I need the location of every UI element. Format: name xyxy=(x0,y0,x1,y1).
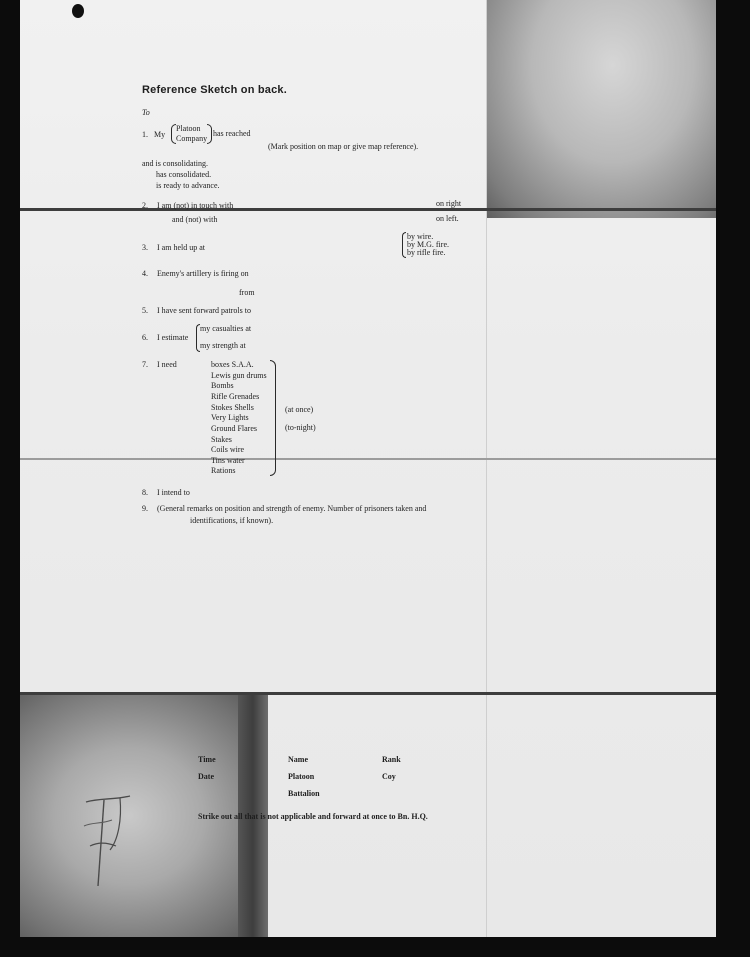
handwritten-initials xyxy=(82,790,142,890)
item2-left: on left. xyxy=(436,214,459,223)
punch-hole xyxy=(72,4,84,18)
footer-rank: Rank xyxy=(382,755,401,764)
form-sheet xyxy=(20,0,716,937)
fold-line-upper xyxy=(20,208,716,211)
item1-reached: has reached xyxy=(213,129,251,138)
item1-my: My xyxy=(154,130,166,139)
need-item: Rations xyxy=(211,466,236,475)
fold-line-middle xyxy=(20,458,716,460)
need-item: boxes S.A.A. xyxy=(211,360,254,369)
item1-mark-position: (Mark position on map or give map reference). xyxy=(268,142,419,151)
vertical-fold-line xyxy=(486,0,487,937)
item3-wire: by wire. xyxy=(407,232,434,241)
item6-estimate: I estimate xyxy=(157,333,189,342)
item7-need: I need xyxy=(157,360,177,369)
footer-coy: Coy xyxy=(382,772,396,781)
item2-touch: I am (not) in touch with xyxy=(157,201,234,210)
item1-consolidating: and is consolidating. xyxy=(142,159,208,168)
item7-at-once: (at once) xyxy=(285,405,314,414)
need-item: Stokes Shells xyxy=(211,403,254,412)
item4-from: from xyxy=(239,288,255,297)
item2-right: on right xyxy=(436,199,462,208)
item5-number: 5. xyxy=(142,306,148,315)
item9-remarks-line2: identifications, if known). xyxy=(190,516,274,525)
item1-platoon: Platoon xyxy=(176,124,201,133)
footer-instruction: Strike out all that is not applicable and forward at once to Bn. H.Q. xyxy=(198,812,428,821)
item1-ready: is ready to advance. xyxy=(156,181,220,190)
item2-number: 2. xyxy=(142,201,148,210)
item3-mg-fire: by M.G. fire. xyxy=(407,240,449,249)
item4-artillery: Enemy's artillery is firing on xyxy=(157,269,249,278)
fold-line-lower xyxy=(20,692,716,695)
item6-casualties: my casualties at xyxy=(200,324,252,333)
item6-strength: my strength at xyxy=(200,341,246,350)
to-label: To xyxy=(142,108,150,117)
item6-number: 6. xyxy=(142,333,148,342)
form-heading: Reference Sketch on back. xyxy=(142,84,288,96)
item7-brace xyxy=(270,360,276,476)
footer-platoon: Platoon xyxy=(288,772,315,781)
item5-patrols: I have sent forward patrols to xyxy=(157,306,251,315)
need-item: Coils wire xyxy=(211,445,245,454)
item2-with: and (not) with xyxy=(172,215,218,224)
item3-rifle-fire: by rifle fire. xyxy=(407,248,446,257)
need-item: Bombs xyxy=(211,381,234,390)
need-item: Very Lights xyxy=(211,413,249,422)
item3-number: 3. xyxy=(142,243,148,252)
water-stain-top-right xyxy=(486,0,716,218)
item7-tonight: (to-night) xyxy=(285,423,316,432)
footer-date: Date xyxy=(198,772,214,781)
item8-intend: I intend to xyxy=(157,488,190,497)
need-item: Ground Flares xyxy=(211,424,257,433)
item1-number: 1. xyxy=(142,130,148,139)
footer-name: Name xyxy=(288,755,308,764)
item1-consolidated: has consolidated. xyxy=(156,170,212,179)
item4-number: 4. xyxy=(142,269,148,278)
item1-brace-close xyxy=(207,124,212,144)
need-item: Rifle Grenades xyxy=(211,392,260,401)
need-item: Stakes xyxy=(211,435,232,444)
item9-number: 9. xyxy=(142,504,148,513)
need-item: Tins water xyxy=(211,456,245,465)
item9-remarks-line1: (General remarks on position and strength of enemy. Number of prisoners taken and xyxy=(157,504,427,513)
item8-number: 8. xyxy=(142,488,148,497)
footer-time: Time xyxy=(198,755,216,764)
need-item: Lewis gun drums xyxy=(211,371,267,380)
footer-battalion: Battalion xyxy=(288,789,320,798)
item7-number: 7. xyxy=(142,360,148,369)
item1-company: Company xyxy=(176,134,208,143)
item3-held-up: I am held up at xyxy=(157,243,205,252)
item3-brace xyxy=(402,232,406,258)
